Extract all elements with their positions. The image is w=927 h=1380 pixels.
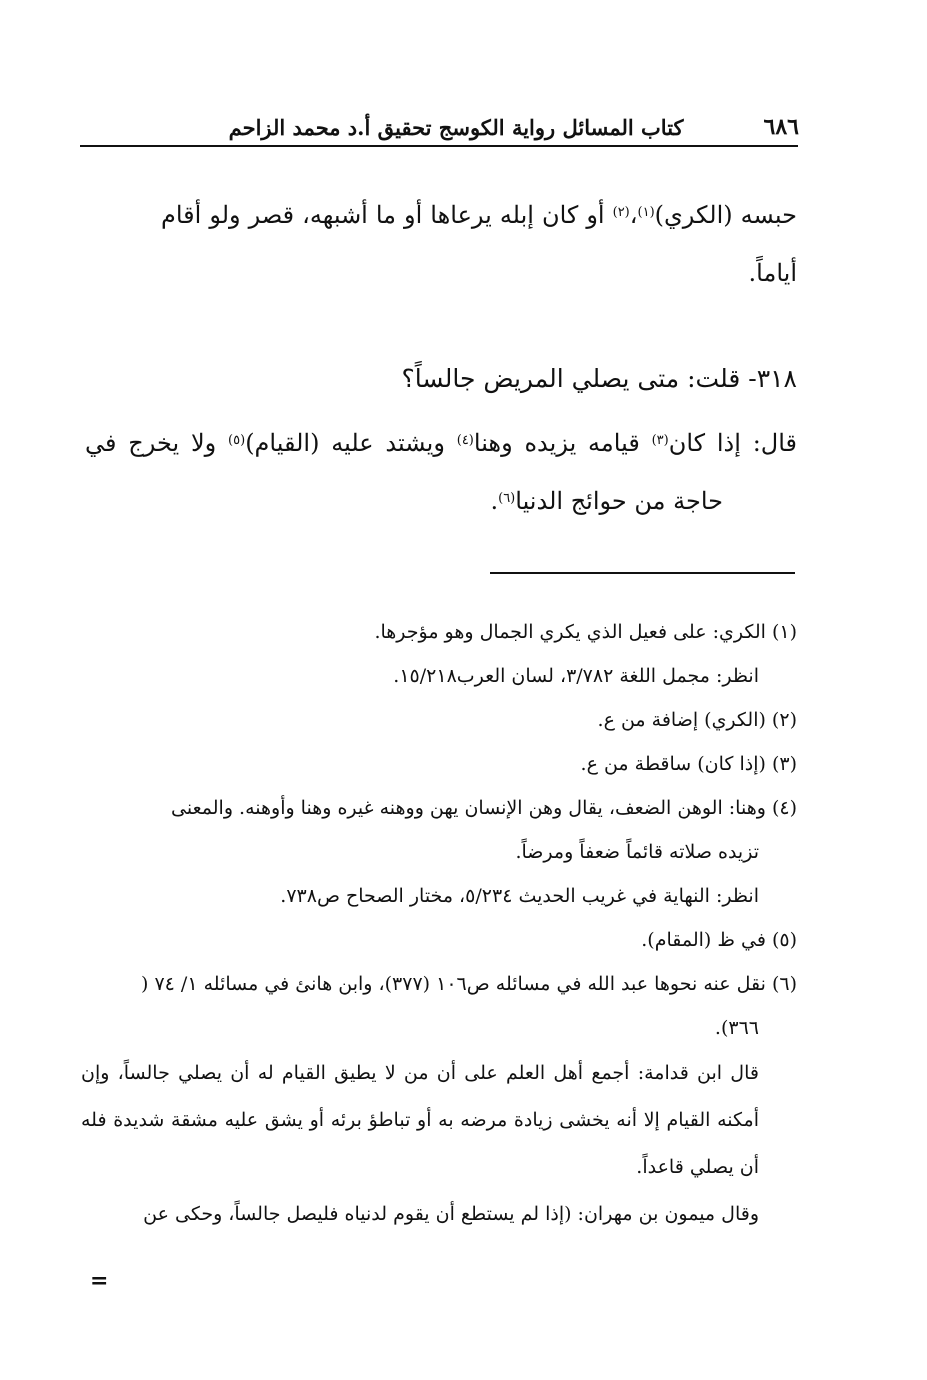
page-number: ٦٨٦ [763,114,799,140]
footnote-1: (١) الكري: على فعيل الذي يكري الجمال وهو مؤجرها. [374,621,797,643]
footnote-ref-6: (٦) [498,491,516,506]
footnote-3: (٣) (إذا كان) ساقطة من ع. [580,753,797,775]
footnote-6-quote-ibn-qudama: قال ابن قدامة: أجمع أهل العلم على أن من لا يطيق القيام له أن يصلي جالساً، وإن أمكنه القيام إلا أنه يخشى زيادة مرضه به أو تباطؤ برئه أو يشق عليه مشقة شديدة فله أن يصلي قاعداً. [81,1062,759,1178]
continuation-mark: = [90,1268,109,1294]
footnote-ref-5: (٥) [228,433,246,448]
running-header [80,100,799,140]
footnote-1-reference: انظر: مجمل اللغة ٣/٧٨٢، لسان العرب١٥/٢١٨. [393,665,759,687]
footnote-6: (٦) نقل عنه نحوها عبد الله في مسائله ص١٠٦ (٣٧٧)، وابن هانئ في مسائله ١/ ٧٤ ( [141,973,797,995]
header-rule [80,145,798,147]
footnotes [81,610,797,1238]
footnote-4-continuation: تزيده صلاته قائماً ضعفاً ومرضاً. [515,841,759,863]
footnote-4: (٤) وهنا: الوهن الضعف، يقال وهن الإنسان يهن ووهنه غيره وهنا وأوهنه. والمعنى [171,797,797,819]
footnote-ref-3: (٣) [651,433,669,448]
answer-paragraph: قال: إذا كان$^{(٣)}$ قيامه يزيده وهنا$^{(٤)}$ ويشتد عليه (القيام)$^{(٥)}$ ولا يخرج في حاجة من حوائج الدنيا$^{(٦)}$. [85,429,798,515]
footnote-2: (٢) (الكري) إضافة من ع. [597,709,797,731]
footnote-separator [490,572,795,574]
footnote-6-continuation: ٣٦٦). [714,1017,759,1039]
book-title: كتاب المسائل رواية الكوسج تحقيق أ.د محمد الزاحم [228,115,684,140]
footnote-ref-2: (٢) [612,205,630,220]
footnote-5: (٥) في ظ (المقام). [641,929,797,951]
footnote-ref-4: (٤) [456,433,474,448]
footnote-6-quote-maymun: وقال ميمون بن مهران: (إذا لم يستطع أن يقوم لدنياه فليصل جالساً، وحكى عن [143,1203,759,1225]
footnote-4-reference: انظر: النهاية في غريب الحديث ٥/٢٣٤، مختار الصحاح ص٧٣٨. [280,885,759,907]
paragraph-continuation: حبسه (الكري)$^{(١)}$،$^{(٢)}$ أو كان إبله يرعاها أو ما أشبهه، قصر ولو أقام أياماً. [161,201,797,287]
question-318: ٣١٨- قلت: متى يصلي المريض جالساً؟ [401,364,797,393]
footnote-ref-1: (١) [637,205,655,220]
